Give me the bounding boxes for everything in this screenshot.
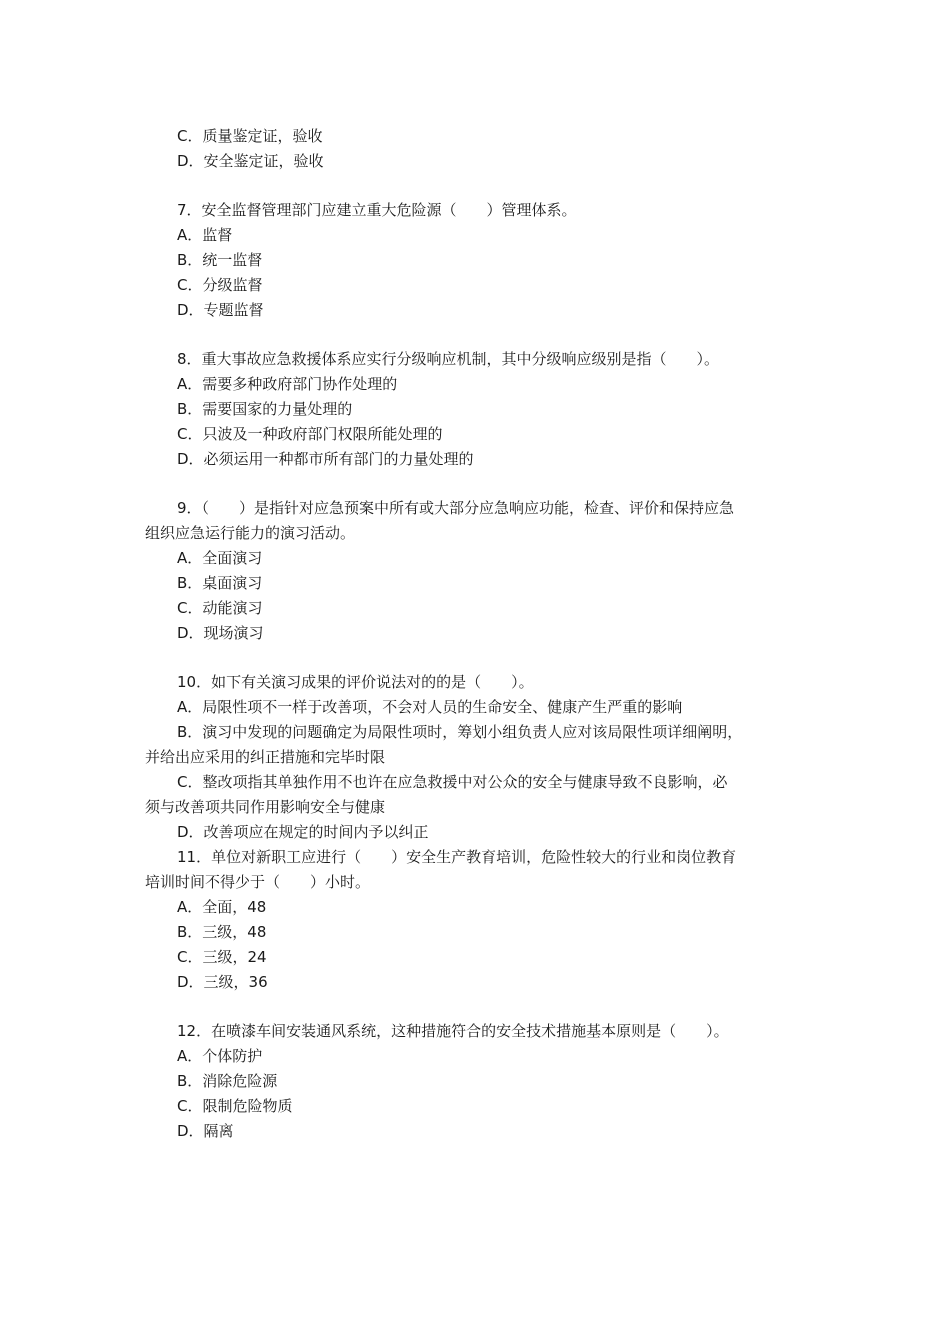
question-12	[145, 1019, 805, 1144]
option-line: D．三级，36	[177, 973, 268, 991]
question-stem: 10．如下有关演习成果的评价说法对的的是（ ）。	[177, 673, 534, 691]
option-line: D．安全鉴定证，验收	[177, 152, 324, 170]
question-7	[145, 198, 805, 323]
option-line: A．全面，48	[177, 898, 267, 916]
option-line: D．必须运用一种都市所有部门的力量处理的	[177, 450, 474, 468]
option-line: C．限制危险物质	[177, 1097, 293, 1115]
option-line: B．桌面演习	[177, 574, 263, 592]
question-stem: 11．单位对新职工应进行（ ）安全生产教育培训，危险性较大的行业和岗位教育	[177, 848, 737, 866]
document-page	[145, 124, 805, 1144]
option-line: D．改善项应在规定的时间内予以纠正	[177, 823, 429, 841]
question-stem-continuation: 培训时间不得少于（ ）小时。	[145, 873, 371, 891]
option-line: C．整改项指其单独作用不也许在应急救援中对公众的安全与健康导致不良影响，必	[177, 773, 728, 791]
option-line-continuation: 并给出应采用的纠正措施和完毕时限	[145, 748, 386, 766]
question-stem: 9．（ ）是指针对应急预案中所有或大部分应急响应功能，检查、评价和保持应急	[177, 499, 735, 517]
option-line: C．分级监督	[177, 276, 263, 294]
question-11	[145, 845, 805, 995]
option-line-continuation: 须与改善项共同作用影响安全与健康	[145, 798, 386, 816]
option-line: B．统一监督	[177, 251, 263, 269]
option-line: B．消除危险源	[177, 1072, 278, 1090]
option-line: D．现场演习	[177, 624, 264, 642]
option-line: C．只波及一种政府部门权限所能处理的	[177, 425, 443, 443]
question-10	[145, 670, 805, 845]
option-line: A．全面演习	[177, 549, 263, 567]
question-stem: 7．安全监督管理部门应建立重大危险源（ ）管理体系。	[177, 201, 577, 219]
question-stem: 8．重大事故应急救援体系应实行分级响应机制，其中分级响应级别是指（ ）。	[177, 350, 720, 368]
option-line: A．监督	[177, 226, 233, 244]
option-line: A．个体防护	[177, 1047, 263, 1065]
option-line: C．质量鉴定证，验收	[177, 127, 323, 145]
option-line: A．局限性项不一样于改善项，不会对人员的生命安全、健康产生严重的影响	[177, 698, 683, 716]
option-line: B．演习中发现的问题确定为局限性项时，筹划小组负责人应对该局限性项详细阐明，	[177, 723, 743, 741]
option-line: C．三级，24	[177, 948, 267, 966]
question-8	[145, 347, 805, 472]
question-stem-continuation: 组织应急运行能力的演习活动。	[145, 524, 356, 542]
option-line: C．动能演习	[177, 599, 263, 617]
question-stem: 12．在喷漆车间安装通风系统，这种措施符合的安全技术措施基本原则是（ ）。	[177, 1022, 729, 1040]
question-9	[145, 496, 805, 646]
option-line: B．三级，48	[177, 923, 267, 941]
option-line: A．需要多种政府部门协作处理的	[177, 375, 398, 393]
option-line: D．专题监督	[177, 301, 264, 319]
option-line: D．隔离	[177, 1122, 234, 1140]
option-line: B．需要国家的力量处理的	[177, 400, 353, 418]
options-continuation	[145, 124, 805, 174]
